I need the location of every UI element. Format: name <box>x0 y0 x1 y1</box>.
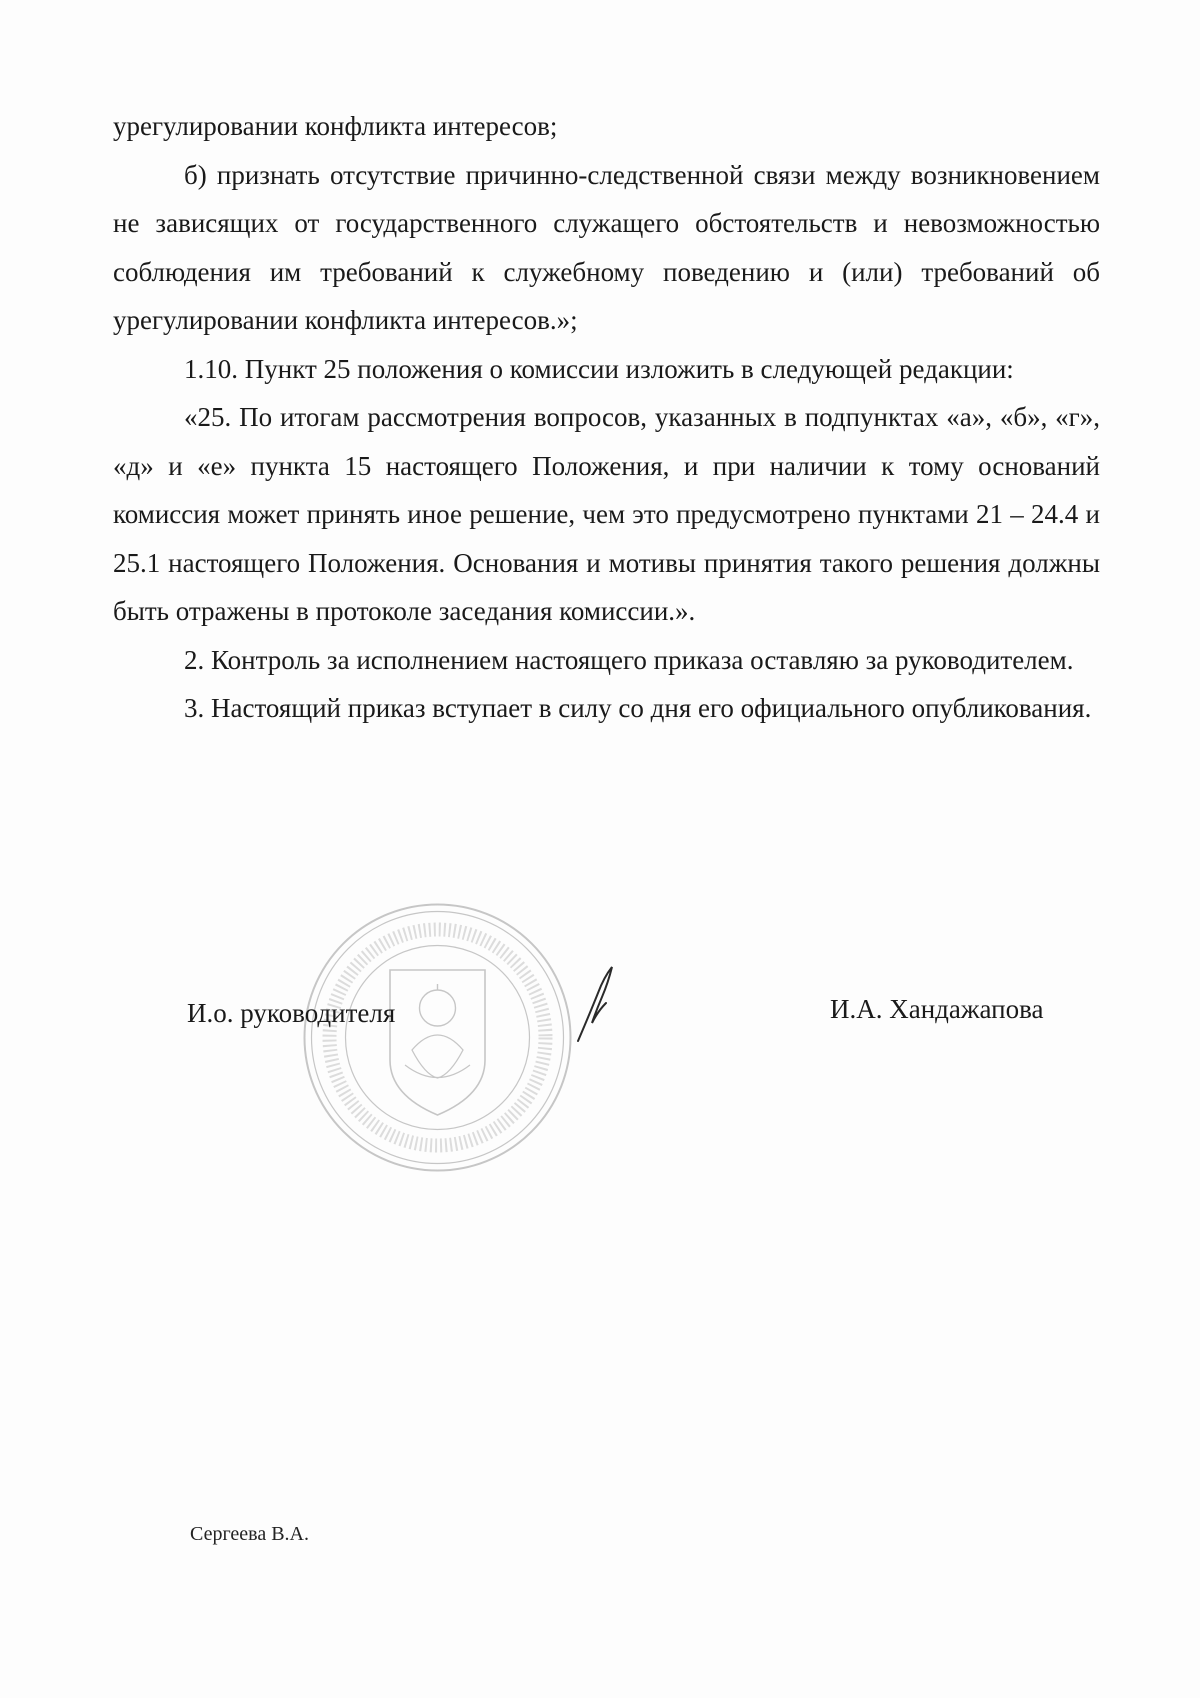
paragraph-item-3: 3. Настоящий приказ вступает в силу со дня его официального опубликования. <box>184 693 1092 723</box>
paragraph-subitem-b: б) признать отсутствие причинно-следственной связи между возникновением не зависящих от государственного служащего обстоятельств и невозможностью соблюдения им требований к служебному поведению и (или) требований об урегулировании конфликта интересов.»; <box>113 159 1100 335</box>
paragraph-item-25: «25. По итогам рассмотрения вопросов, указанных в подпунктах «а», «б», «г», «д» и «е» пункта 15 настоящего Положения, и при наличии к тому оснований комиссия может принять иное решение, чем это предусмотрено пунктами 21 – 24.4 и 25.1 настоящего Положения. Основания и мотивы принятия такого решения должны быть отражены в протоколе заседания комиссии.». <box>113 402 1100 626</box>
paragraph-continuation: урегулировании конфликта интересов; <box>113 111 558 141</box>
signature-mark-icon <box>568 963 628 1043</box>
official-seal-icon <box>300 900 575 1175</box>
paragraph-item-2: 2. Контроль за исполнением настоящего приказа оставляю за руководителем. <box>184 644 1074 675</box>
executor-name: Сергеева В.А. <box>190 1523 309 1545</box>
paragraph-item-1-10: 1.10. Пункт 25 положения о комиссии изложить в следующей редакции: <box>184 353 1014 384</box>
signature-role: И.о. руководителя <box>187 998 396 1028</box>
signatory-name: И.А. Хандажапова <box>830 994 1044 1024</box>
